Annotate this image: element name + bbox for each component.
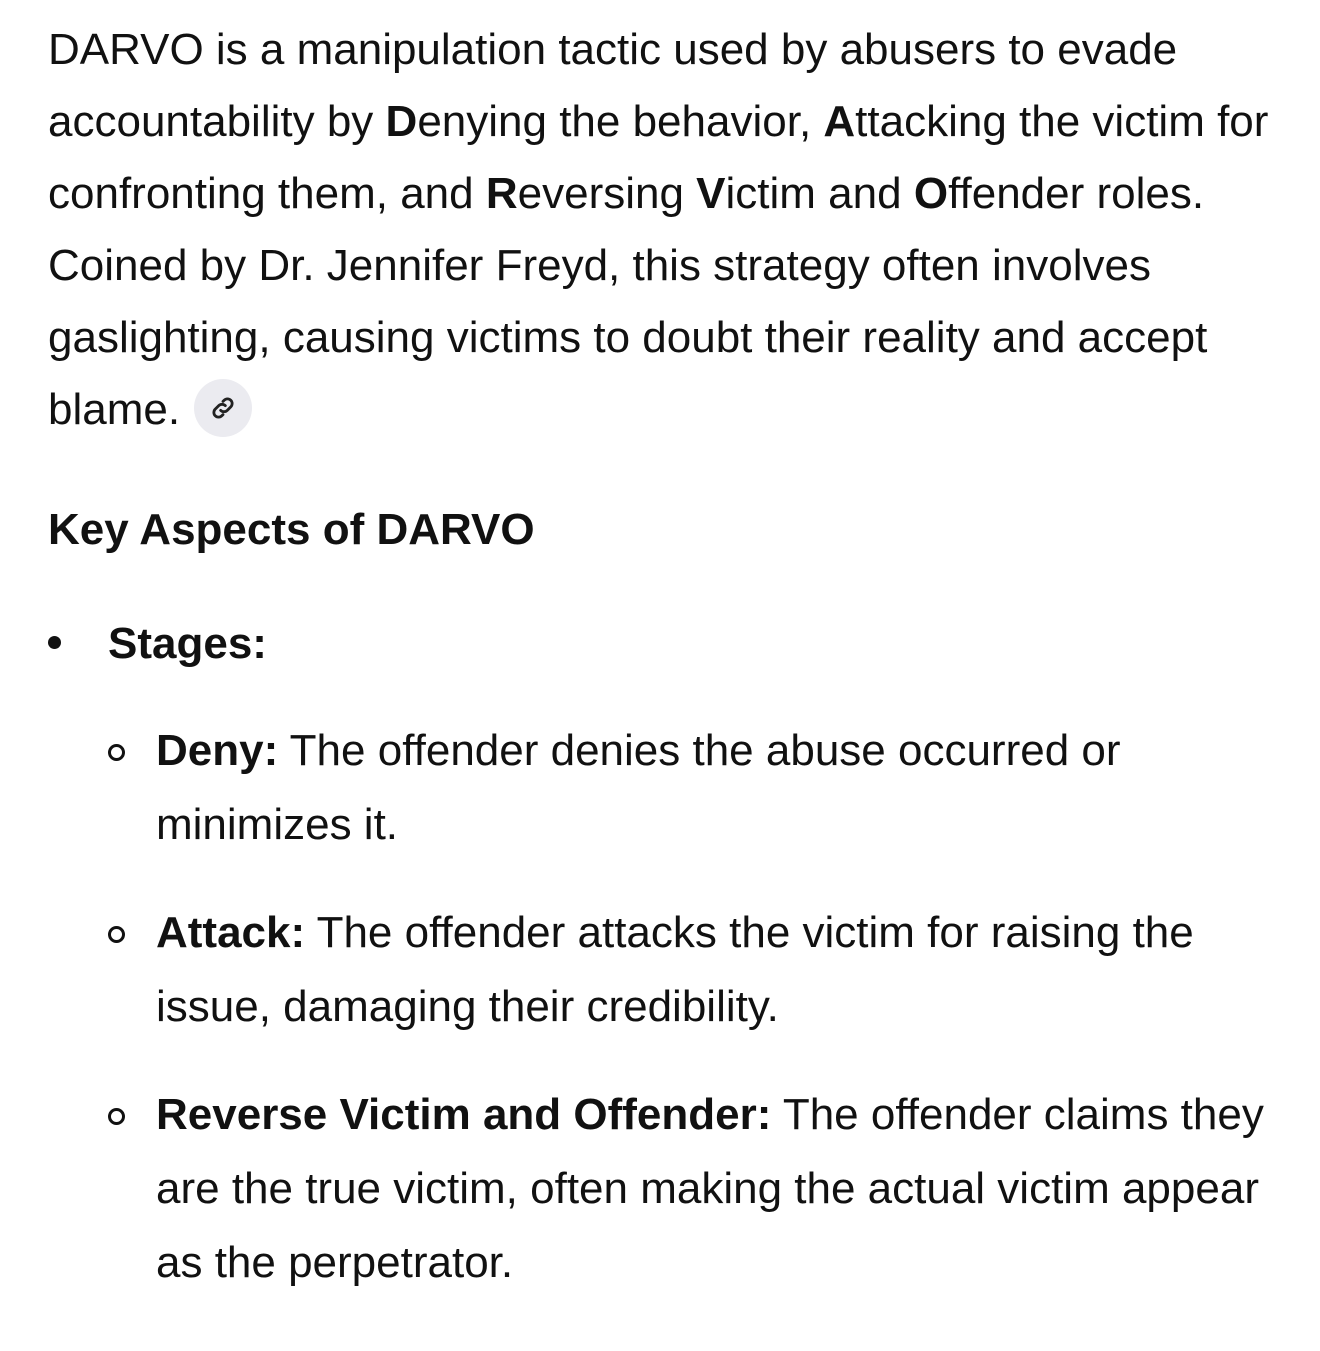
bullet-circle [108, 926, 125, 943]
link-icon [209, 394, 237, 422]
list-item-stages [48, 614, 1272, 1300]
list-item-attack [108, 896, 1272, 1044]
stage-term: Attack: [156, 908, 306, 957]
stages-sub-list [108, 714, 1272, 1300]
list-item-deny [108, 714, 1272, 862]
intro-text-2: enying the behavior, [417, 97, 824, 146]
intro-text-6: ffender roles. Coined by Dr. Jennifer Freyd, this strategy often involves gaslighting, causing victims to doubt their reality and accept blame. [48, 169, 1208, 434]
stage-description: The offender denies the abuse occurred or minimizes it. [156, 726, 1121, 849]
bullet-circle [108, 744, 125, 761]
bullet-dot [48, 636, 61, 649]
intro-text-4: eversing [517, 169, 697, 218]
section-heading: Key Aspects of DARVO [48, 505, 535, 554]
stage-description: The offender attacks the victim for raising the issue, damaging their credibility. [156, 908, 1194, 1031]
intro-text-1: DARVO is a manipulation tactic used by abusers to evade accountability by [48, 25, 1178, 146]
stages-label: Stages: [108, 619, 267, 668]
stage-term: Deny: [156, 726, 279, 775]
acronym-letter-o: O [913, 169, 949, 218]
intro-text-3: ttacking the victim for confronting them, and [48, 97, 1269, 218]
stages-list [48, 614, 1272, 1300]
stage-description: The offender claims they are the true victim, often making the actual victim appear as the perpetrator. [156, 1090, 1264, 1287]
acronym-letter-v: V [696, 169, 726, 218]
intro-paragraph [48, 14, 1272, 446]
acronym-letter-d: D [385, 97, 418, 146]
source-link-button[interactable] [194, 379, 252, 437]
acronym-letter-r: R [485, 169, 518, 218]
acronym-letter-a: A [823, 97, 856, 146]
intro-text-5: ictim and [725, 169, 914, 218]
stage-term: Reverse Victim and Offender: [156, 1090, 772, 1139]
bullet-circle [108, 1108, 125, 1125]
list-item-reverse [108, 1078, 1272, 1300]
